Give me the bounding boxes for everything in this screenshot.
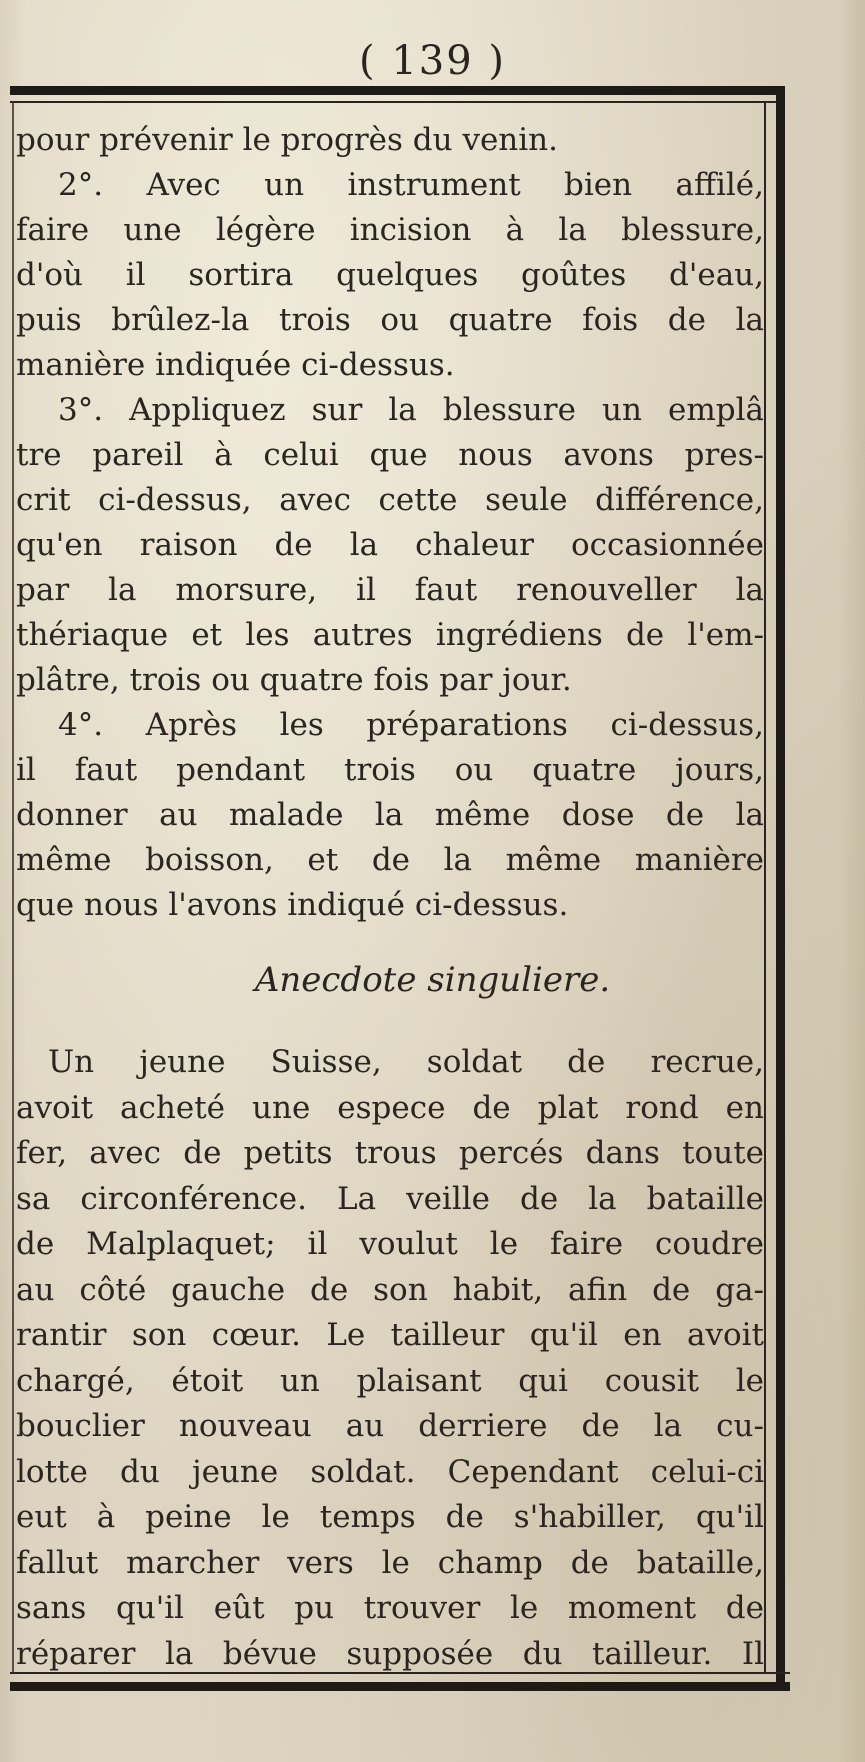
text-line: chargé, étoit un plaisant qui cousit le	[16, 1362, 764, 1399]
text-section-anecdote	[16, 1040, 764, 1677]
text-line: faire une légère incision à la blessure,	[16, 212, 764, 248]
text-line: réparer la bévue supposée du tailleur. Il	[16, 1635, 764, 1672]
text-line: fallut marcher vers le champ de bataille,	[16, 1544, 764, 1581]
text-line: bouclier nouveau au derriere de la cu-	[16, 1408, 764, 1444]
right-border-thin	[764, 101, 766, 1674]
text-line: fer, avec de petits trous percés dans toute	[16, 1135, 764, 1171]
text-line: par la morsure, il faut renouveller la	[16, 572, 764, 608]
text-line: de Malplaquet; il voulut le faire coudre	[16, 1226, 764, 1262]
text-line: il faut pendant trois ou quatre jours,	[16, 752, 764, 788]
text-line: eut à peine le temps de s'habiller, qu'il	[16, 1499, 764, 1535]
text-line: que nous l'avons indiqué ci-dessus.	[16, 887, 569, 923]
section-heading: Anecdote singuliere.	[254, 960, 611, 1000]
text-line: pour prévenir le progrès du venin.	[16, 122, 559, 158]
bottom-border-thick	[10, 1682, 790, 1691]
text-line: crit ci-dessus, avec cette seule différence,	[16, 482, 764, 518]
text-line: d'où il sortira quelques goûtes d'eau,	[16, 257, 764, 293]
text-line: 2°. Avec un instrument bien affilé,	[58, 167, 764, 203]
text-line: rantir son cœur. Le tailleur qu'il en avoit	[16, 1317, 764, 1353]
right-border-thick	[776, 86, 785, 1691]
text-line: 4°. Après les préparations ci-dessus,	[58, 707, 764, 743]
text-section-remedy	[16, 118, 764, 928]
text-line: lotte du jeune soldat. Cependant celui-ci	[16, 1453, 764, 1490]
top-border-thin	[10, 101, 780, 103]
left-border	[12, 101, 14, 1674]
text-line: au côté gauche de son habit, afin de ga-	[16, 1271, 764, 1308]
page-number: ( 139 )	[359, 38, 506, 84]
text-line: qu'en raison de la chaleur occasionnée	[16, 527, 764, 563]
text-line: sa circonférence. La veille de la bataille	[16, 1180, 764, 1217]
text-line: puis brûlez-la trois ou quatre fois de la	[16, 302, 764, 338]
text-line: 3°. Appliquez sur la blessure un emplâ	[58, 392, 764, 428]
text-line: même boisson, et de la même manière	[16, 842, 764, 878]
text-line: thériaque et les autres ingrédiens de l'em-	[16, 617, 764, 653]
text-line: Un jeune Suisse, soldat de recrue,	[48, 1044, 764, 1080]
text-line: donner au malade la même dose de la	[16, 797, 764, 833]
text-line: manière indiquée ci-dessus.	[16, 347, 455, 383]
text-line: tre pareil à celui que nous avons pres-	[16, 437, 764, 473]
top-border-thick	[10, 86, 780, 95]
text-line: avoit acheté une espece de plat rond en	[16, 1089, 764, 1126]
text-line: sans qu'il eût pu trouver le moment de	[16, 1590, 764, 1626]
text-line: plâtre, trois ou quatre fois par jour.	[16, 662, 572, 698]
